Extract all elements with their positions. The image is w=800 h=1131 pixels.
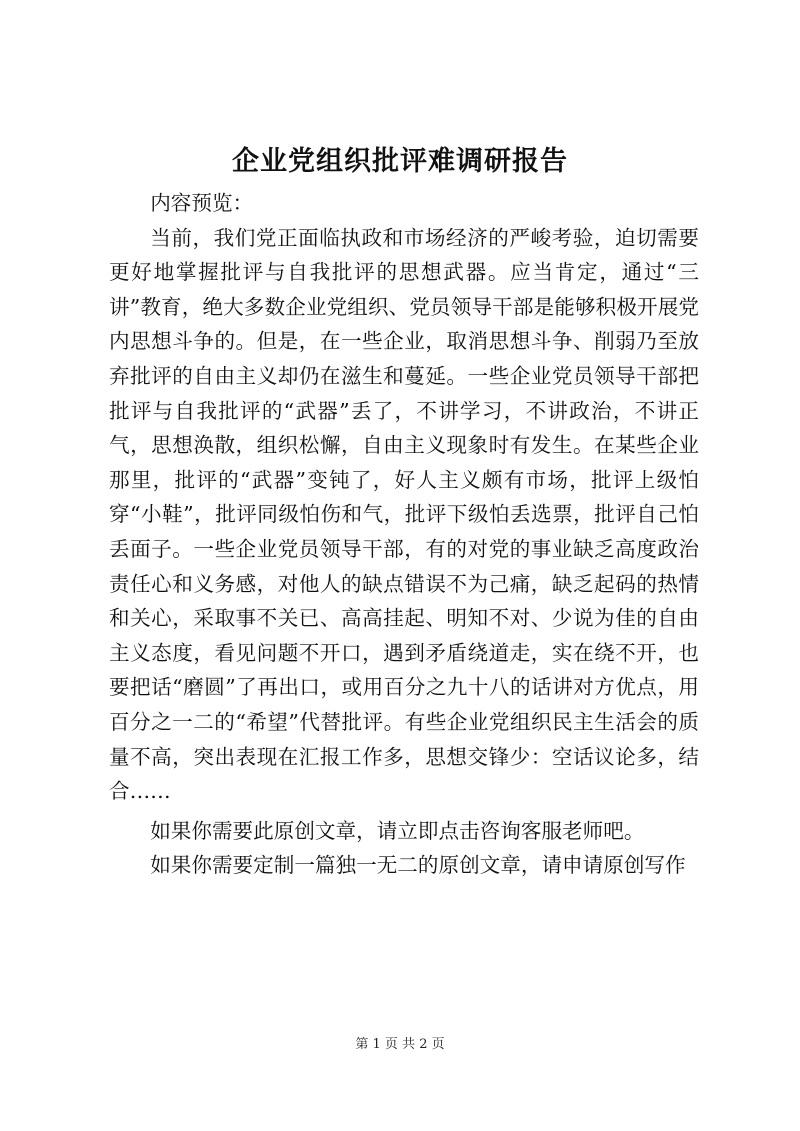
page-indicator: 第 1 页 共 2 页 [355, 1037, 445, 1052]
consult-note: 如果你需要此原创文章，请立即点击咨询客服老师吧。 [150, 818, 645, 843]
body-paragraph: 当前，我们党正面临执政和市场经济的严峻考验，迫切需要更好地掌握批评与自我批评的思想武器。应当肯定，通过“三讲”教育，绝大多数企业党组织、党员领导干部是能够积极开展党内思想斗争的。但是，在一些企业，取消思想斗争、削弱乃至放弃批评的自由主义却仍在滋生和蔓延。一些企业党员领导干部把批评与自我批评的“武器”丢了，不讲学习，不讲政治，不讲正气，思想涣散，组织松懈，自由主义现象时有发生。在某些企业那里，批评的“武器”变钝了，好人主义颇有市场，批评上级怕穿“小鞋”，批评同级怕伤和气，批评下级怕丢选票，批评自己怕丢面子。一些企业党员领导干部，有的对党的事业缺乏高度政治责任心和义务感，对他人的缺点错误不为己痛，缺乏起码的热情和关心，采取事不关已、高高挂起、明知不对、少说为佳的自由主义态度，看见问题不开口，遇到矛盾绕道走，实在绕不开，也要把话“磨圆”了再出口，或用百分之九十八的话讲对方优点，用百分之一二的“希望”代替批评。有些企业党组织民主生活会的质量不高，突出表现在汇报工作多，思想交锋少：空话议论多，结合…… [109, 225, 699, 804]
custom-writing-note: 如果你需要定制一篇独一无二的原创文章，请申请原创写作 [150, 853, 686, 878]
document-title: 企业党组织批评难调研报告 [232, 146, 568, 177]
document-content [109, 186, 699, 883]
preview-label: 内容预览： [150, 191, 254, 215]
